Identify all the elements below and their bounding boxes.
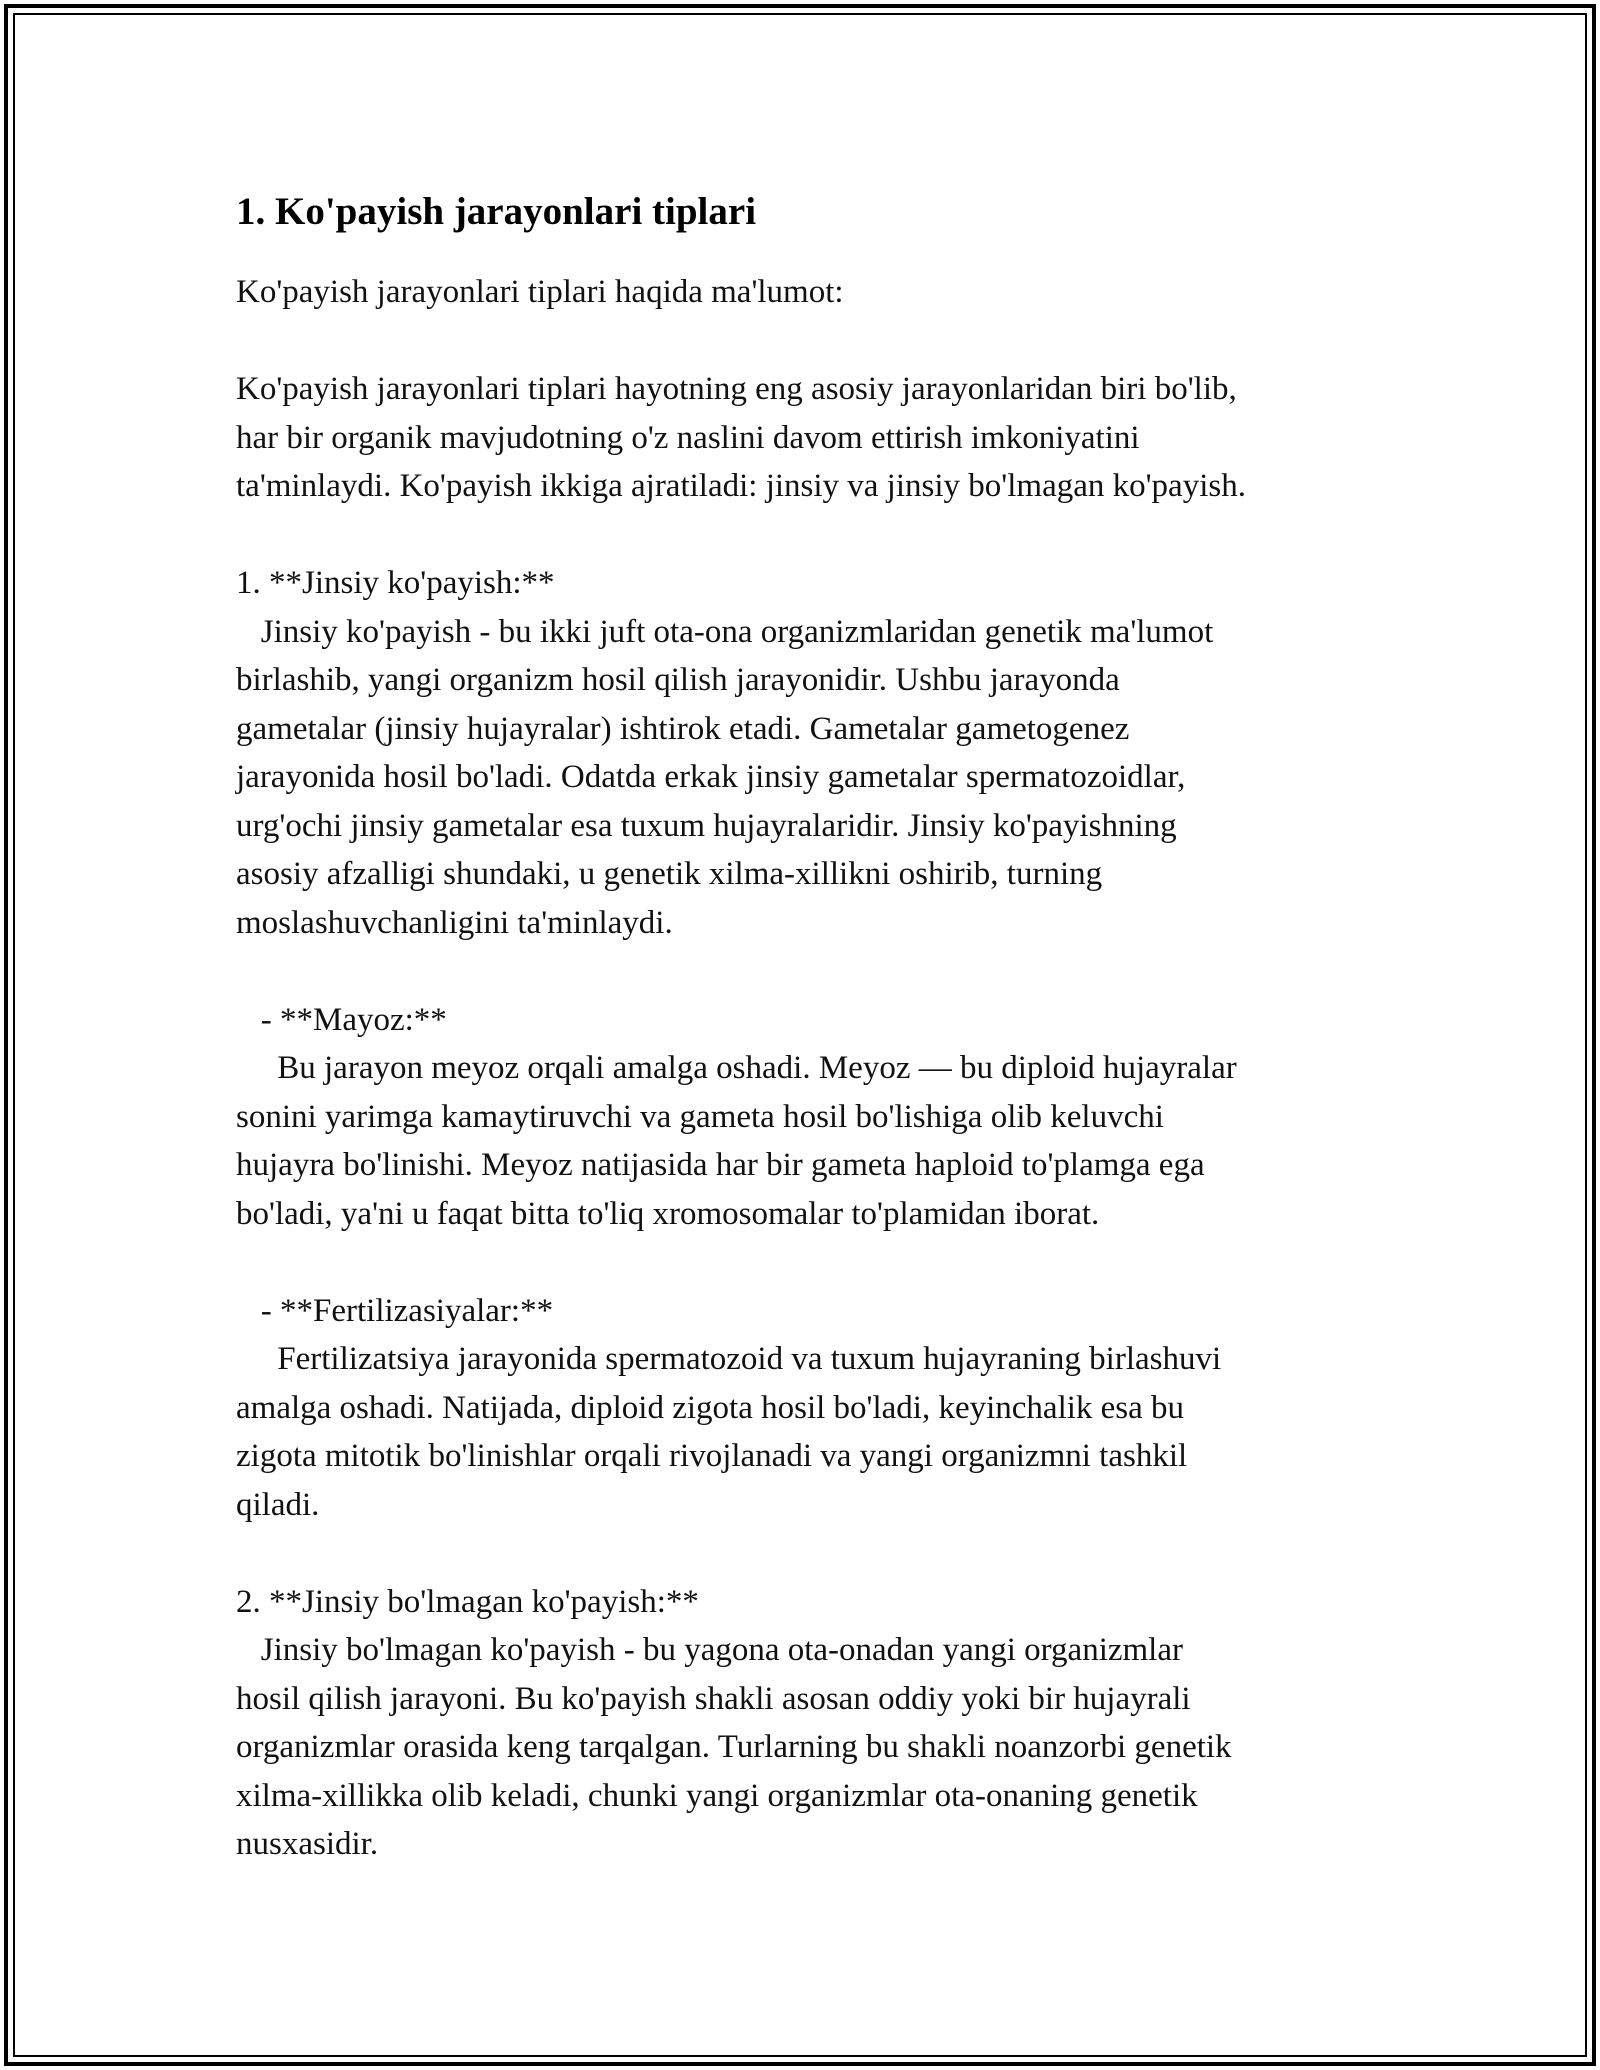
paragraph-gap — [236, 1238, 1396, 1287]
paragraph-gap — [236, 317, 1396, 366]
section-sexual-heading: 1. **Jinsiy ko'payish:** — [236, 565, 555, 601]
paragraph-gap — [236, 511, 1396, 560]
document-body — [236, 186, 1396, 1869]
section-sexual-body: Jinsiy ko'payish - bu ikki juft ota-ona organizmlaridan genetik ma'lumot birlashib, yangi organizm hosil qilish jarayonidir. Ushbu jarayonda gametalar (jinsiy hujayralar) ishtirok etadi. Gametalar gametogenez jarayonida hosil bo'ladi. Odatda erkak jinsiy gametalar spermatozoidlar, urg'ochi jinsiy gametalar esa tuxum hujayralaridir. Jinsiy ko'payishning asosiy afzalligi shundaki, u genetik xilma-xillikni oshirib, turning moslashuvchanligini ta'minlaydi. — [236, 613, 1214, 941]
overview-paragraph: Ko'payish jarayonlari tiplari hayotning eng asosiy jarayonlaridan biri bo'lib, har bir organik mavjudotning o'z naslini davom ettirish imkoniyatini ta'minlaydi. Ko'payish ikkiga ajratiladi: jinsiy va jinsiy bo'lmagan ko'payish. — [236, 371, 1246, 504]
intro-line: Ko'payish jarayonlari tiplari haqida ma'lumot: — [236, 274, 844, 310]
fertilization-body: Fertilizatsiya jarayonida spermatozoid va tuxum hujayraning birlashuvi amalga oshadi. Natijada, diploid zigota hosil bo'ladi, keyinchalik esa bu zigota mitotik bo'linishlar orqali rivojlanadi va yangi organizmni tashkil qiladi. — [236, 1341, 1222, 1523]
section-asexual-heading: 2. **Jinsiy bo'lmagan ko'payish:** — [236, 1583, 699, 1620]
meiosis-heading: - **Mayoz:** — [236, 1001, 447, 1038]
meiosis-body: Bu jarayon meyoz orqali amalga oshadi. Meyoz — bu diploid hujayralar sonini yarimga kamaytiruvchi va gameta hosil bo'lishiga olib keluvchi hujayra bo'linishi. Meyoz natijasida har bir gameta haploid to'plamga ega bo'ladi, ya'ni u faqat bitta to'liq xromosomalar to'plamidan iborat. — [236, 1050, 1237, 1232]
document-title: 1. Ko'payish jarayonlari tiplari — [236, 190, 757, 233]
paragraph-gap — [236, 947, 1396, 996]
section-asexual-body: Jinsiy bo'lmagan ko'payish - bu yagona ota-onadan yangi organizmlar hosil qilish jarayoni. Bu ko'payish shakli asosan oddiy yoki bir hujayrali organizmlar orasida keng tarqalgan. Turlarning bu shakli noanzorbi genetik xilma-xillikka olib keladi, chunki yangi organizmlar ota-onaning genetik nusxasidir. — [236, 1632, 1232, 1862]
fertilization-heading: - **Fertilizasiyalar:** — [236, 1292, 554, 1329]
paragraph-gap — [236, 1529, 1396, 1578]
